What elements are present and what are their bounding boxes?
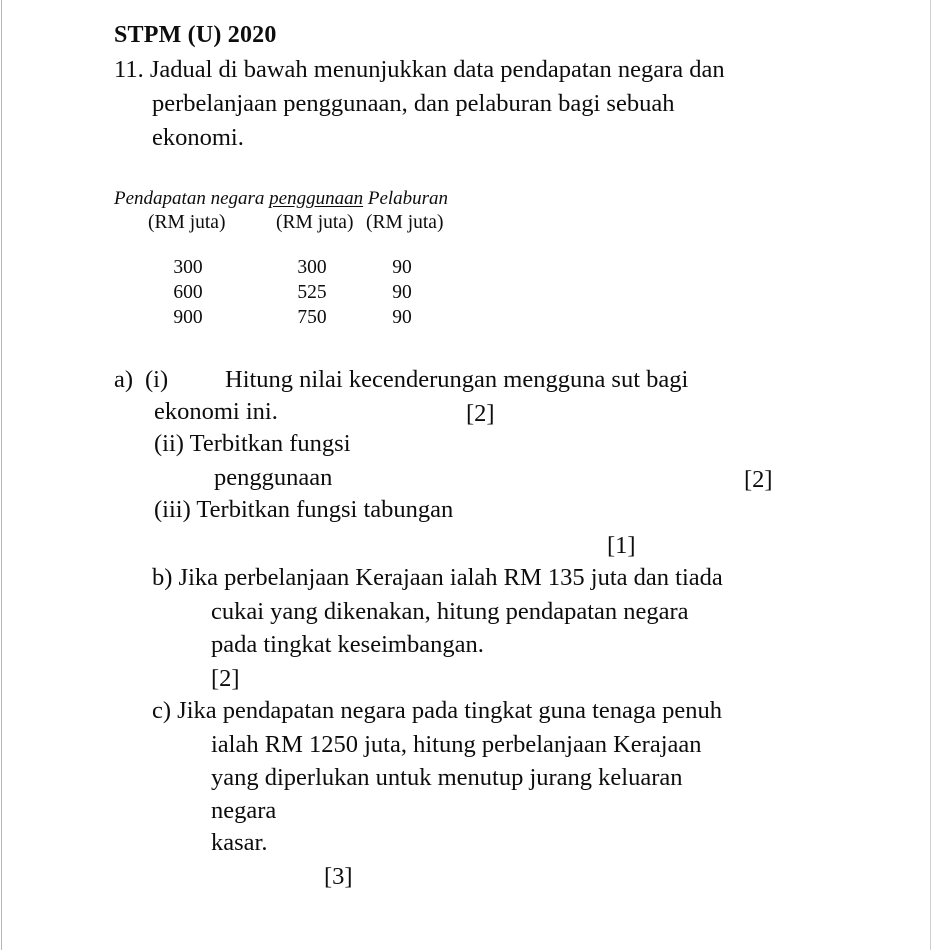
part-a-i-text: Hitung nilai kecenderungan mengguna sut bagi: [225, 366, 689, 393]
question-stem-line-1: [114, 58, 725, 83]
part-a-i-marks: [2]: [466, 400, 495, 427]
part-c-line-3: yang diperlukan untuk menutup jurang keluaran: [211, 764, 683, 791]
table-header-pelaburan: Pelaburan: [367, 188, 449, 209]
part-a-iii-marks: [1]: [607, 532, 636, 559]
part-a-label: a): [114, 366, 134, 393]
table-cell: 90: [392, 282, 412, 303]
question-stem-text-1: Jadual di bawah menunjukkan data pendapatan negara dan: [149, 56, 725, 83]
table-unit-pendapatan-negara: (RM juta): [148, 212, 226, 233]
question-number: 11.: [114, 56, 144, 83]
table-header-row: [114, 188, 448, 210]
part-c-line-4: negara: [211, 797, 277, 824]
document-title: STPM (U) 2020: [114, 22, 277, 48]
table-header-penggunaan: penggunaan: [269, 188, 364, 209]
part-a-iii-text: (iii) Terbitkan fungsi tabungan: [154, 496, 454, 523]
part-b-marks: [2]: [211, 665, 240, 692]
table-unit-pelaburan: (RM juta): [366, 212, 444, 233]
part-a-i-number: (i): [145, 366, 169, 393]
part-a-ii-continuation: penggunaan: [214, 464, 333, 491]
table-cell: 300: [297, 257, 327, 278]
scan-edge-right: [930, 0, 931, 950]
question-stem-line-2: perbelanjaan penggunaan, dan pelaburan bagi sebuah: [152, 90, 675, 117]
part-b-line-2: cukai yang dikenakan, hitung pendapatan negara: [211, 598, 689, 625]
table-cell: 90: [392, 307, 412, 328]
part-c-line-5: kasar.: [211, 829, 268, 856]
part-c-line-1: c) Jika pendapatan negara pada tingkat guna tenaga penuh: [152, 697, 723, 724]
table-cell: 750: [297, 307, 327, 328]
part-b-line-1: b) Jika perbelanjaan Kerajaan ialah RM 135 juta dan tiada: [152, 564, 723, 591]
part-a-ii-text: (ii) Terbitkan fungsi: [154, 430, 351, 457]
part-c-line-2: ialah RM 1250 juta, hitung perbelanjaan Kerajaan: [211, 731, 702, 758]
table-cell: 600: [173, 282, 203, 303]
table-header-pendapatan-negara: Pendapatan negara: [114, 188, 265, 209]
part-b-line-3: pada tingkat keseimbangan.: [211, 631, 484, 658]
part-a-ii-marks: [2]: [744, 466, 773, 493]
table-cell: 525: [297, 282, 327, 303]
scan-edge-left: [1, 0, 2, 950]
table-cell: 900: [173, 307, 203, 328]
question-stem-line-3: ekonomi.: [152, 124, 244, 151]
part-c-marks: [3]: [324, 863, 353, 890]
table-cell: 300: [173, 257, 203, 278]
table-cell: 90: [392, 257, 412, 278]
table-unit-penggunaan: (RM juta): [276, 212, 354, 233]
part-a-i-continuation: ekonomi ini.: [154, 398, 278, 425]
